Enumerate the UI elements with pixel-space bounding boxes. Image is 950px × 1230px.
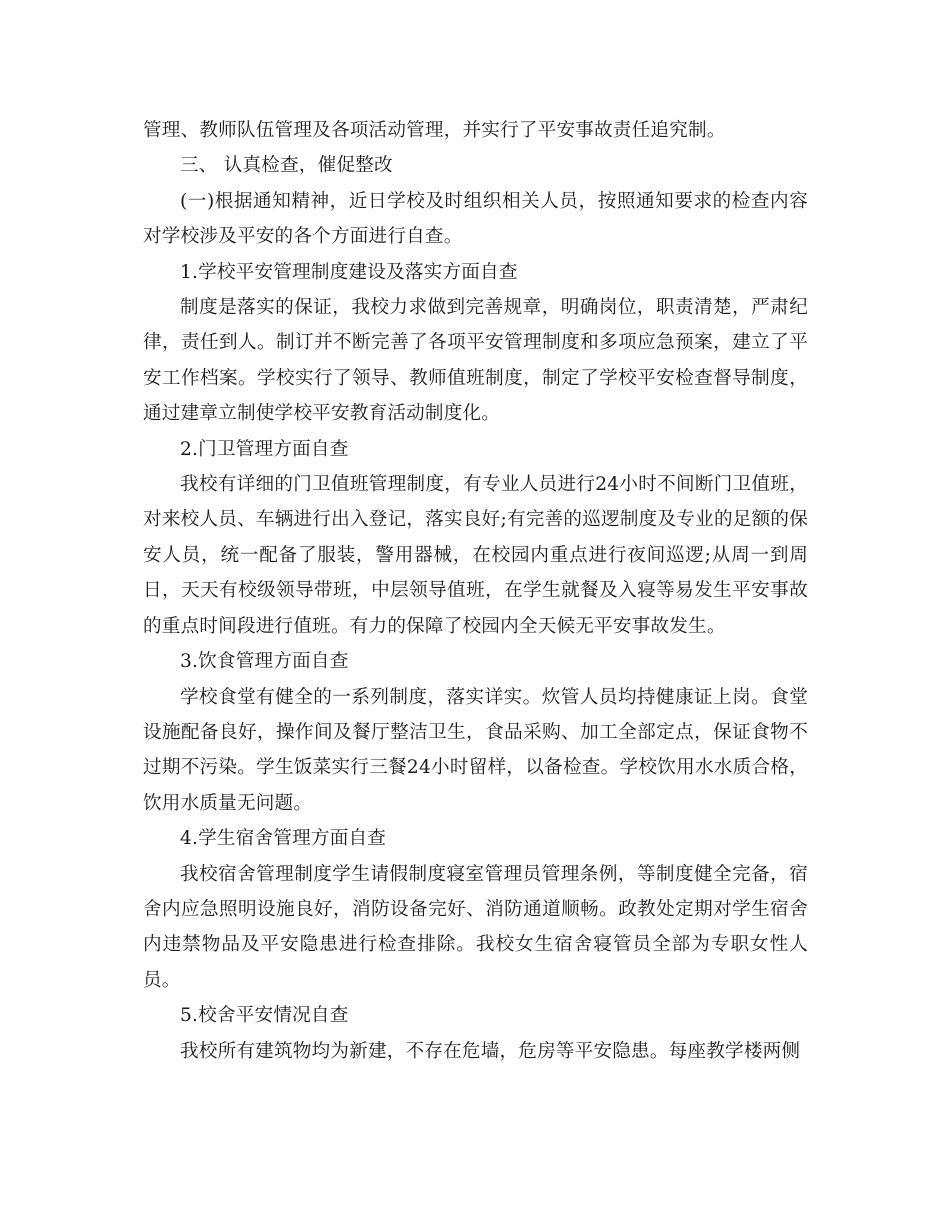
document-body [143,113,808,1069]
paragraph: 制度是落实的保证，我校力求做到完善规章，明确岗位，职责清楚，严肃纪律，责任到人。制订并不断完善了各项平安管理制度和多项应急预案，建立了平安工作档案。学校实行了领导、教师值班制度，制定了学校平安检查督导制度，通过建章立制使学校平安教育活动制度化。 [143,297,808,425]
subsection-heading: 1.学校平安管理制度建设及落实方面自查 [180,261,518,283]
paragraph: 管理、教师队伍管理及各项活动管理，并实行了平安事故责任追究制。 [143,120,726,141]
paragraph: 学校食堂有健全的一系列制度，落实详实。炊管人员均持健康证上岗。食堂设施配备良好，操作间及餐厅整洁卫生，食品采购、加工全部定点，保证食物不过期不污染。学生饭菜实行三餐24小时留样，以备检查。学校饮用水水质合格，饮用水质量无问题。 [143,686,808,814]
paragraph: 我校所有建筑物均为新建，不存在危墙，危房等平安隐患。每座教学楼两侧 [180,1040,801,1062]
subsection-heading: 2.门卫管理方面自查 [180,438,349,460]
subsection-heading: 4.学生宿舍管理方面自查 [180,828,387,850]
subsection-heading: 5.校舍平安情况自查 [180,1005,349,1027]
paragraph: 我校宿舍管理制度学生请假制度寝室管理员管理条例，等制度健全完备，宿舍内应急照明设施良好，消防设备完好、消防通道顺畅。政教处定期对学生宿舍内违禁物品及平安隐患进行检查排除。我校女生宿舍寝管员全部为专职女性人员。 [143,863,808,991]
paragraph: 我校有详细的门卫值班管理制度，有专业人员进行24小时不间断门卫值班，对来校人员、车辆进行出入登记，落实良好;有完善的巡逻制度及专业的足额的保安人员，统一配备了服装，警用器械，在校园内重点进行夜间巡逻;从周一到周日，天天有校级领导带班，中层领导值班，在学生就餐及入寝等易发生平安事故的重点时间段进行值班。有力的保障了校园内全天候无平安事故发生。 [143,474,808,637]
section-heading: 三、 认真检查，催促整改 [180,155,393,177]
subsection-heading: 3.饮食管理方面自查 [180,651,349,673]
paragraph: (一)根据通知精神，近日学校及时组织相关人员，按照通知要求的检查内容对学校涉及平安的各个方面进行自查。 [143,190,808,248]
